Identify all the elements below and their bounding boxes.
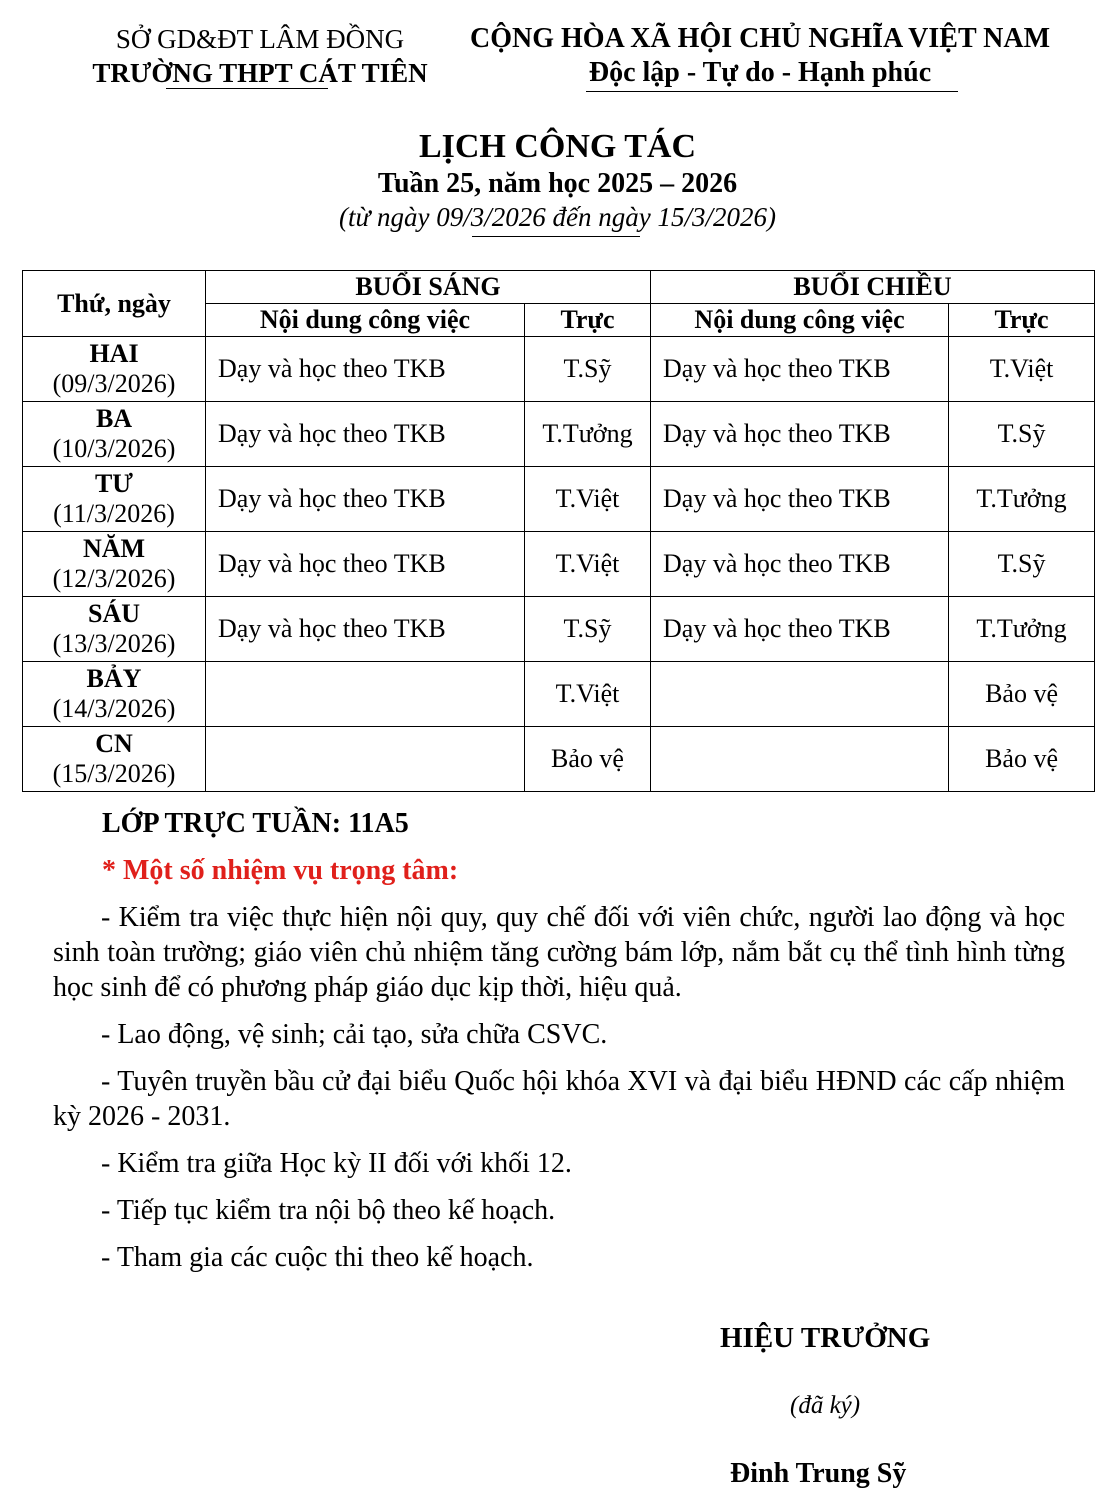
header-pm-content: Nội dung công việc [651, 304, 949, 337]
day-name: TƯ [94, 469, 134, 498]
header-afternoon: BUỔI CHIỀU [651, 271, 1095, 304]
day-name: SÁU [87, 599, 140, 628]
am-duty: T.Sỹ [525, 337, 651, 402]
task-item: - Lao động, vệ sinh; cải tạo, sửa chữa CSVC. [101, 1019, 608, 1050]
header-day: Thứ, ngày [23, 271, 206, 337]
day-cell [23, 597, 206, 662]
pm-content [651, 727, 949, 792]
pm-content: Dạy và học theo TKB [651, 337, 949, 402]
tasks-heading: * Một số nhiệm vụ trọng tâm: [102, 855, 459, 886]
table-row [23, 727, 1095, 792]
pm-content [651, 662, 949, 727]
table-row [23, 337, 1095, 402]
am-content: Dạy và học theo TKB [206, 597, 525, 662]
pm-duty: T.Tưởng [949, 467, 1095, 532]
school-name: TRƯỜNG THPT CÁT TIÊN [92, 58, 428, 88]
signer-name: Đinh Trung Sỹ [730, 1458, 907, 1489]
header-morning: BUỔI SÁNG [206, 271, 651, 304]
header-left [50, 22, 470, 90]
am-duty: T.Việt [525, 467, 651, 532]
date-range: (từ ngày 09/3/2026 đến ngày 15/3/2026) [339, 202, 776, 232]
am-content: Dạy và học theo TKB [206, 532, 525, 597]
day-date: (14/3/2026) [52, 694, 176, 723]
header-am-content: Nội dung công việc [206, 304, 525, 337]
pm-duty: T.Sỹ [949, 402, 1095, 467]
signature-note: (đã ký) [790, 1392, 861, 1419]
motto-underline [586, 91, 958, 92]
am-content: Dạy và học theo TKB [206, 467, 525, 532]
pm-content: Dạy và học theo TKB [651, 597, 949, 662]
am-duty: T.Sỹ [525, 597, 651, 662]
department-name: SỞ GD&ĐT LÂM ĐỒNG [115, 24, 405, 54]
duty-class: LỚP TRỰC TUẦN: 11A5 [102, 808, 409, 839]
am-content [206, 727, 525, 792]
task-item: - Tiếp tục kiểm tra nội bộ theo kế hoạch. [101, 1195, 556, 1226]
day-cell [23, 402, 206, 467]
day-name: NĂM [82, 534, 146, 563]
day-name: BẢY [86, 664, 142, 693]
day-date: (15/3/2026) [52, 759, 176, 788]
day-cell [23, 337, 206, 402]
school-underline [166, 88, 328, 89]
day-cell [23, 662, 206, 727]
am-content: Dạy và học theo TKB [206, 337, 525, 402]
pm-duty: T.Việt [949, 337, 1095, 402]
pm-duty: T.Sỹ [949, 532, 1095, 597]
nation-name: CỘNG HÒA XÃ HỘI CHỦ NGHĨA VIỆT NAM [469, 23, 1051, 54]
schedule-table [22, 270, 1095, 792]
task-item: - Tuyên truyền bầu cử đại biểu Quốc hội khóa XVI và đại biểu HĐND các cấp nhiệm kỳ 2026 - 2031. [53, 1066, 1065, 1132]
task-item: - Kiểm tra giữa Học kỳ II đối với khối 12. [101, 1148, 572, 1179]
day-date: (11/3/2026) [53, 499, 175, 528]
date-range-underline [472, 236, 640, 237]
table-row [23, 402, 1095, 467]
header-right [455, 22, 1065, 90]
am-duty: Bảo vệ [525, 727, 651, 792]
task-item: - Tham gia các cuộc thi theo kế hoạch. [101, 1242, 534, 1273]
am-duty: T.Việt [525, 662, 651, 727]
day-name: CN [95, 729, 133, 758]
pm-duty: Bảo vệ [949, 662, 1095, 727]
pm-duty: T.Tưởng [949, 597, 1095, 662]
table-row [23, 467, 1095, 532]
motto: Độc lập - Tự do - Hạnh phúc [588, 57, 932, 88]
header-pm-duty: Trực [949, 304, 1095, 337]
day-date: (12/3/2026) [52, 564, 176, 593]
day-name: HAI [89, 339, 139, 368]
am-content: Dạy và học theo TKB [206, 402, 525, 467]
task-item: - Kiểm tra việc thực hiện nội quy, quy chế đối với viên chức, người lao động và học sinh toàn trường; giáo viên chủ nhiệm tăng cường bám lớp, nắm bắt cụ thể tình hình từng học sinh để có phương pháp giáo dục kịp thời, hiệu quả. [53, 902, 1065, 1003]
table-row [23, 532, 1095, 597]
table-row [23, 662, 1095, 727]
am-duty: T.Tưởng [525, 402, 651, 467]
pm-duty: Bảo vệ [949, 727, 1095, 792]
table-row [23, 597, 1095, 662]
pm-content: Dạy và học theo TKB [651, 532, 949, 597]
day-cell [23, 467, 206, 532]
document-subtitle: Tuần 25, năm học 2025 – 2026 [377, 168, 738, 199]
document-title: LỊCH CÔNG TÁC [418, 128, 697, 165]
day-cell [23, 727, 206, 792]
pm-content: Dạy và học theo TKB [651, 402, 949, 467]
task-list [53, 900, 1065, 1287]
day-name: BA [95, 404, 133, 433]
day-date: (09/3/2026) [52, 369, 176, 398]
signature-title: HIỆU TRƯỞNG [720, 1322, 931, 1354]
am-content [206, 662, 525, 727]
am-duty: T.Việt [525, 532, 651, 597]
pm-content: Dạy và học theo TKB [651, 467, 949, 532]
day-cell [23, 532, 206, 597]
day-date: (13/3/2026) [52, 629, 176, 658]
day-date: (10/3/2026) [52, 434, 176, 463]
header-am-duty: Trực [525, 304, 651, 337]
